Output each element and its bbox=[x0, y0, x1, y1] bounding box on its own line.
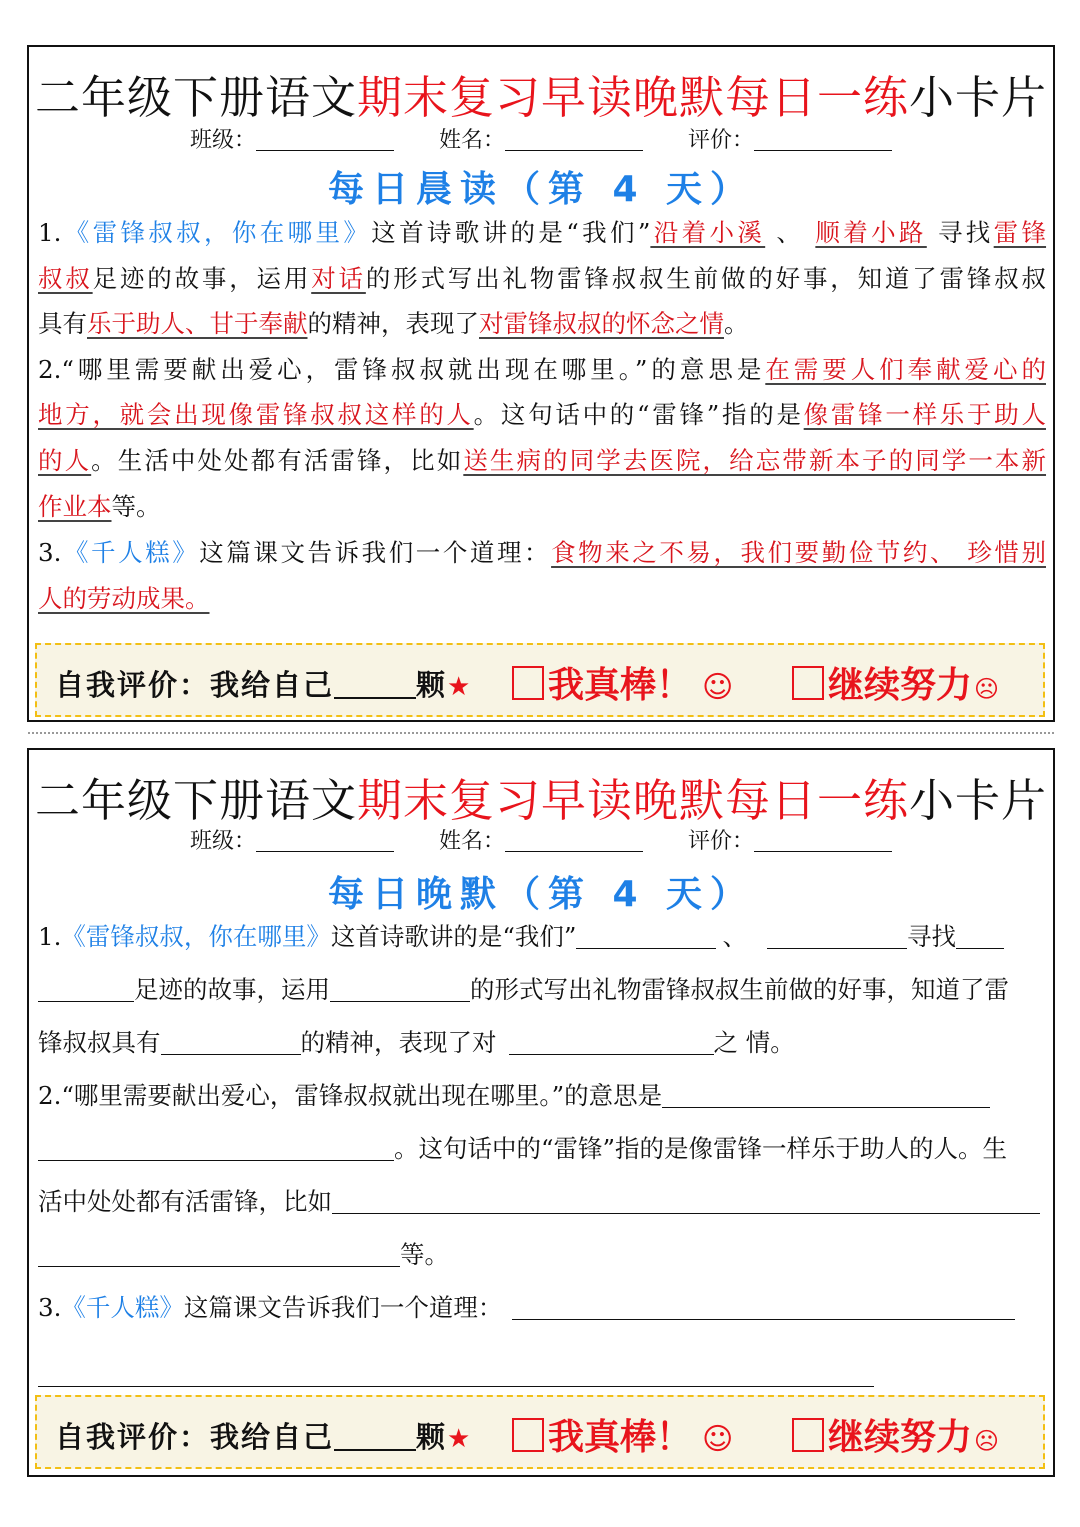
text: 足迹的故事，运用 bbox=[92, 264, 312, 293]
question-3-line-2 bbox=[38, 1360, 1046, 1390]
checkbox[interactable] bbox=[512, 666, 544, 700]
title-part: 二年级下册语文 bbox=[34, 774, 357, 827]
reading-line bbox=[38, 538, 1046, 568]
answer-blank[interactable] bbox=[38, 979, 134, 1002]
question-2-line-2 bbox=[38, 1134, 1046, 1164]
answer-text: 对雷锋叔叔的怀念之情 bbox=[479, 309, 724, 338]
question-3-line-1 bbox=[38, 1293, 1046, 1323]
class-label: 班级： bbox=[189, 128, 256, 153]
answer-blank[interactable] bbox=[330, 979, 470, 1002]
option-label: 我真棒！ bbox=[548, 665, 693, 706]
q-text: 锋叔叔具有 bbox=[38, 1028, 161, 1057]
answer-blank[interactable] bbox=[38, 1364, 874, 1387]
star-icon: ★ bbox=[447, 672, 473, 702]
checkbox[interactable] bbox=[792, 1418, 824, 1452]
self-eval-label bbox=[55, 663, 472, 704]
text: 等。 bbox=[111, 492, 161, 521]
title-part: 小卡片 bbox=[909, 774, 1048, 827]
option-great[interactable] bbox=[512, 1409, 733, 1460]
option-great[interactable] bbox=[512, 657, 733, 708]
student-info-row bbox=[29, 123, 1053, 154]
self-eval-text: 自我评价：我给自己 bbox=[55, 668, 335, 702]
answer-text: 人的劳动成果。 bbox=[38, 584, 210, 613]
answer-text: 作业本 bbox=[38, 492, 112, 521]
name-label: 姓名： bbox=[438, 829, 505, 854]
text: 这首诗歌讲的是“我们” bbox=[371, 218, 651, 247]
reading-line bbox=[38, 355, 1046, 385]
answer-blank[interactable] bbox=[956, 926, 1004, 949]
text: 寻找 bbox=[926, 218, 994, 247]
card-title bbox=[29, 61, 1053, 126]
q-text: 的形式写出礼物雷锋叔叔生前做的好事，知道了雷 bbox=[470, 975, 1009, 1004]
star-count-field[interactable] bbox=[334, 669, 416, 699]
reading-line bbox=[38, 309, 1046, 339]
answer-text: 的人 bbox=[38, 446, 92, 475]
answer-text: 在需要人们奉献爱心的 bbox=[765, 355, 1046, 384]
answer-blank[interactable] bbox=[38, 1138, 394, 1161]
smile-icon: ☺ bbox=[702, 670, 734, 705]
q-text: 这篇课文告诉我们一个道理： bbox=[183, 1293, 503, 1322]
star-icon: ★ bbox=[447, 1424, 473, 1454]
answer-blank[interactable] bbox=[509, 1032, 714, 1055]
frown-icon: ☹ bbox=[974, 1427, 1000, 1455]
title-highlight: 期末复习早读晚默每日一练 bbox=[356, 71, 909, 124]
answer-text: 食物来之不易，我们要勤俭节约、 珍惜别 bbox=[551, 538, 1046, 567]
eval-label: 评价： bbox=[688, 128, 755, 153]
q-num: 1. bbox=[38, 922, 62, 951]
option-keep-trying[interactable] bbox=[792, 657, 999, 708]
morning-reading-card bbox=[27, 45, 1055, 722]
frown-icon: ☹ bbox=[974, 675, 1000, 703]
text: 1. bbox=[38, 218, 62, 247]
student-info-row bbox=[29, 824, 1053, 855]
answer-blank[interactable] bbox=[332, 1191, 1040, 1214]
checkbox[interactable] bbox=[512, 1418, 544, 1452]
title-part: 二年级下册语文 bbox=[34, 71, 357, 124]
card-subtitle: 每日晚默（第 4 天） bbox=[327, 874, 755, 915]
name-field[interactable] bbox=[505, 851, 643, 852]
text: 3. bbox=[38, 538, 62, 567]
text: 。 bbox=[724, 309, 749, 338]
title-highlight: 期末复习早读晚默每日一练 bbox=[356, 774, 909, 827]
answer-text: 对话 bbox=[311, 264, 366, 293]
answer-text: 雷锋 bbox=[993, 218, 1047, 247]
class-label: 班级： bbox=[189, 829, 256, 854]
self-evaluation-box bbox=[35, 643, 1045, 717]
poem-title: 《千人糕》 bbox=[61, 1293, 184, 1322]
eval-label: 评价： bbox=[688, 829, 755, 854]
text: 。生活中处处都有活雷锋，比如 bbox=[91, 446, 464, 475]
option-label: 继续努力 bbox=[828, 1417, 973, 1458]
q-text: 活中处处都有活雷锋，比如 bbox=[38, 1187, 332, 1216]
text: 这篇课文告诉我们一个道理： bbox=[199, 538, 552, 567]
reading-line bbox=[38, 400, 1046, 430]
self-eval-text: 自我评价：我给自己 bbox=[55, 1420, 335, 1454]
star-count-field[interactable] bbox=[334, 1421, 416, 1451]
text: 的形式写出礼物雷锋叔叔生前做的好事，知道了雷锋叔叔 bbox=[365, 264, 1047, 293]
answer-text: 像雷锋一样乐于助人 bbox=[803, 400, 1046, 429]
q-text: 足迹的故事，运用 bbox=[134, 975, 330, 1004]
eval-field[interactable] bbox=[754, 851, 892, 852]
answer-text: 沿着小溪 bbox=[650, 218, 766, 247]
poem-title: 《千人糕》 bbox=[61, 538, 200, 567]
eval-field[interactable] bbox=[754, 150, 892, 151]
text: 、 bbox=[765, 218, 816, 247]
q-text: 2.“哪里需要献出爱心，雷锋叔叔就出现在哪里。”的意思是 bbox=[38, 1081, 663, 1110]
class-field[interactable] bbox=[256, 851, 394, 852]
answer-text: 顺着小路 bbox=[815, 218, 927, 247]
answer-blank[interactable] bbox=[161, 1032, 301, 1055]
q-text: 之 情。 bbox=[713, 1028, 795, 1057]
self-evaluation-box bbox=[35, 1395, 1045, 1469]
answer-blank[interactable] bbox=[38, 1244, 400, 1267]
text: 的精神，表现了 bbox=[307, 309, 479, 338]
checkbox[interactable] bbox=[792, 666, 824, 700]
answer-blank[interactable] bbox=[767, 926, 907, 949]
answer-blank[interactable] bbox=[576, 926, 716, 949]
self-eval-label bbox=[55, 1415, 472, 1456]
answer-text: 送生病的同学去医院，给忘带新本子的同学一本新 bbox=[463, 446, 1047, 475]
poem-title: 《雷锋叔叔，你在哪里》 bbox=[61, 218, 372, 247]
reading-line bbox=[38, 264, 1046, 294]
answer-text: 地方，就会出现像雷锋叔叔这样的人 bbox=[38, 400, 474, 429]
q-num: 3. bbox=[38, 1293, 62, 1322]
smile-icon: ☺ bbox=[702, 1422, 734, 1457]
question-2-line-3 bbox=[38, 1187, 1046, 1217]
option-label: 继续努力 bbox=[828, 665, 973, 706]
class-field[interactable] bbox=[256, 150, 394, 151]
answer-blank[interactable] bbox=[662, 1085, 990, 1108]
q-text: 这首诗歌讲的是“我们” bbox=[330, 922, 577, 951]
option-label: 我真棒！ bbox=[548, 1417, 693, 1458]
question-2-line-1 bbox=[38, 1081, 1046, 1111]
q-text: 等。 bbox=[400, 1240, 449, 1269]
card-title bbox=[29, 764, 1053, 829]
question-1-line-1 bbox=[38, 922, 1046, 952]
reading-line bbox=[38, 446, 1046, 476]
poem-title: 《雷锋叔叔，你在哪里》 bbox=[61, 922, 331, 951]
question-2-line-4 bbox=[38, 1240, 1046, 1270]
card-divider bbox=[28, 732, 1054, 734]
evening-dictation-card bbox=[27, 748, 1055, 1477]
answer-blank[interactable] bbox=[512, 1297, 1015, 1320]
unit-text: 颗 bbox=[416, 668, 448, 702]
answer-text: 乐于助人、甘于奉献 bbox=[87, 309, 308, 338]
answer-text: 叔叔 bbox=[38, 264, 93, 293]
text: 2.“哪里需要献出爱心，雷锋叔叔就出现在哪里。”的意思是 bbox=[38, 355, 766, 384]
reading-line bbox=[38, 584, 1046, 614]
question-1-line-3 bbox=[38, 1028, 1046, 1058]
reading-line bbox=[38, 218, 1046, 248]
name-field[interactable] bbox=[505, 150, 643, 151]
text: 具有 bbox=[38, 309, 87, 338]
q-text: 、 bbox=[722, 922, 747, 951]
name-label: 姓名： bbox=[438, 128, 505, 153]
title-part: 小卡片 bbox=[909, 71, 1048, 124]
q-text: 。这句话中的“雷锋”指的是像雷锋一样乐于助人的人。生 bbox=[394, 1134, 1008, 1163]
option-keep-trying[interactable] bbox=[792, 1409, 999, 1460]
question-1-line-2 bbox=[38, 975, 1046, 1005]
text: 。这句话中的“雷锋”指的是 bbox=[473, 400, 804, 429]
card-subtitle: 每日晨读（第 4 天） bbox=[327, 169, 755, 210]
q-text: 寻找 bbox=[906, 922, 956, 951]
reading-line bbox=[38, 492, 1046, 522]
q-text: 的精神，表现了对 bbox=[300, 1028, 497, 1057]
unit-text: 颗 bbox=[416, 1420, 448, 1454]
